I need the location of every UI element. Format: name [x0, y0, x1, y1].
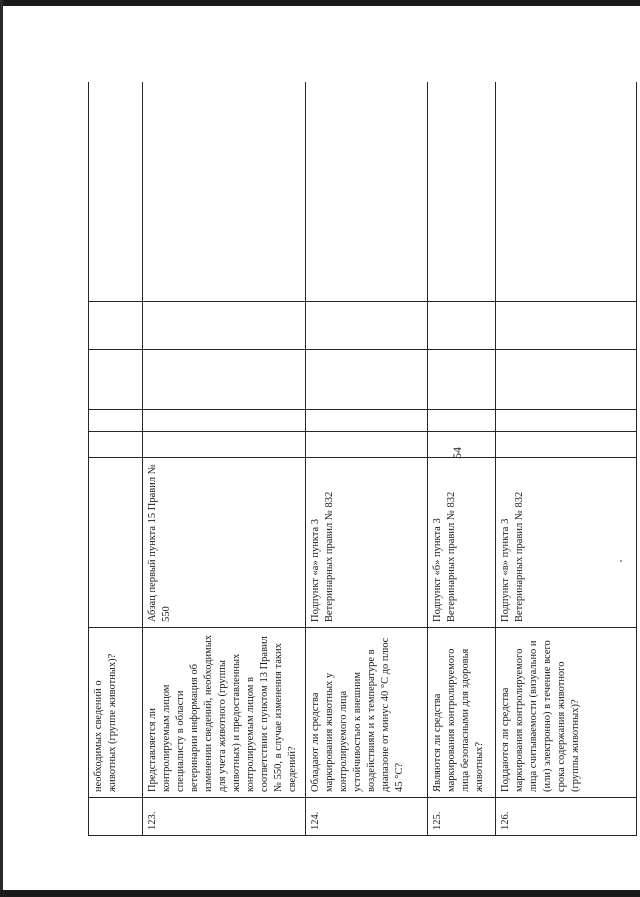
answer-cell[interactable] [89, 302, 143, 350]
scan-edge-top [0, 0, 640, 6]
scan-edge-bottom [0, 890, 640, 897]
answer-cell[interactable] [428, 350, 496, 410]
row-reference: Подпункт «а» пункта 3 Ветеринарных правил № 832 [306, 458, 428, 628]
row-question: необходимых сведений о животных (группе животных)? [89, 628, 143, 798]
answer-cell[interactable] [89, 410, 143, 432]
row-question: Поддаются ли средства маркирования контролируемого лица считываемости (визуально и (или) электронно) в течение всего срока содержания животного (группы животных)? [496, 628, 637, 798]
answer-cell[interactable] [306, 432, 428, 458]
answer-cell[interactable] [306, 350, 428, 410]
note-cell[interactable] [143, 82, 306, 302]
row-number: 123. [143, 798, 306, 836]
answer-cell[interactable] [306, 410, 428, 432]
rotated-content [88, 82, 637, 836]
answer-cell[interactable] [496, 432, 637, 458]
row-reference [89, 458, 143, 628]
note-cell[interactable] [428, 82, 496, 302]
answer-cell[interactable] [143, 350, 306, 410]
row-number: 124. [306, 798, 428, 836]
row-number: 125. [428, 798, 496, 836]
row-reference: Подпункт «б» пункта 3 Ветеринарных правил № 832 [428, 458, 496, 628]
note-cell[interactable] [89, 82, 143, 302]
row-reference: Подпункт «в» пункта 3 Ветеринарных правил № 832 [496, 458, 637, 628]
row-reference: Абзац первый пункта 15 Правил № 550 [143, 458, 306, 628]
row-question: Представляется ли контролируемым лицом специалисту в области ветеринарии информация об изменении сведений, необходимых для учета животного (группы животных) и предоставленных контролируемым лицом в соответствии с пунктом 13 Правил № 550, в случае изменения таких сведений? [143, 628, 306, 798]
table-row [143, 82, 306, 836]
row-question: Являются ли средства маркирования контролируемого лица безопасными для здоровья животных? [428, 628, 496, 798]
answer-cell[interactable] [89, 432, 143, 458]
checklist-table-frame [88, 82, 637, 836]
table-row [496, 82, 637, 836]
answer-cell[interactable] [496, 410, 637, 432]
checklist-table [88, 82, 637, 836]
answer-cell[interactable] [143, 410, 306, 432]
answer-cell[interactable] [428, 302, 496, 350]
table-row [89, 82, 143, 836]
table-row [428, 82, 496, 836]
answer-cell[interactable] [496, 302, 637, 350]
note-cell[interactable] [496, 82, 637, 302]
scan-edge-left [0, 0, 3, 897]
row-question: Обладают ли средства маркирования животных у контролируемого лица устойчивостью к внешним воздействиям и к температуре в диапазоне от минус 40 °С до плюс 45 °С? [306, 628, 428, 798]
answer-cell[interactable] [428, 432, 496, 458]
page-number: 54 [449, 447, 464, 459]
answer-cell[interactable] [306, 302, 428, 350]
row-number [89, 798, 143, 836]
note-cell[interactable] [306, 82, 428, 302]
answer-cell[interactable] [428, 410, 496, 432]
table-row [306, 82, 428, 836]
row-number: 126. [496, 798, 637, 836]
answer-cell[interactable] [89, 350, 143, 410]
answer-cell[interactable] [143, 302, 306, 350]
scan-speck [620, 560, 622, 562]
answer-cell[interactable] [143, 432, 306, 458]
answer-cell[interactable] [496, 350, 637, 410]
